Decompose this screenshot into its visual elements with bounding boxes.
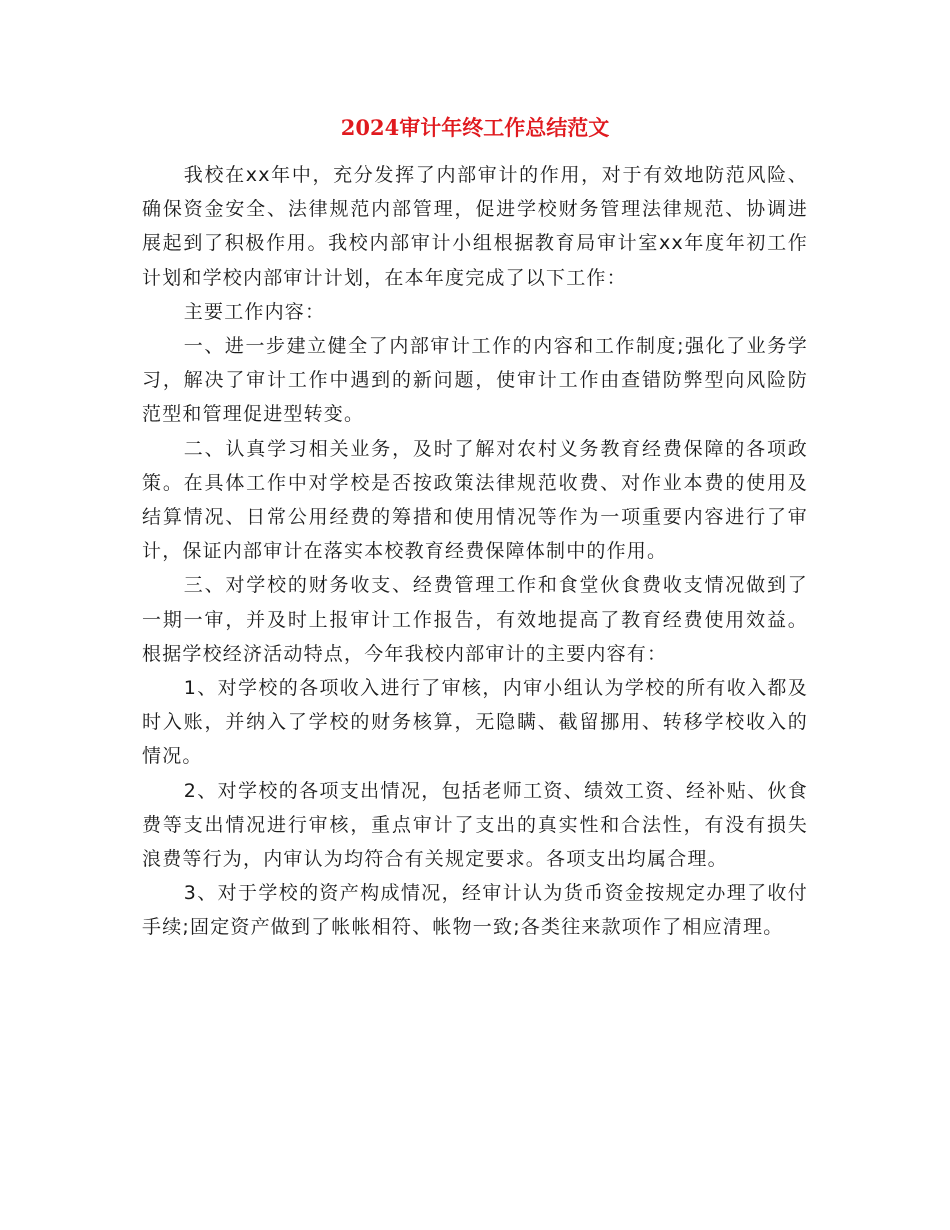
paragraph-section-3: 三、对学校的财务收支、经费管理工作和食堂伙食费收支情况做到了一期一审，并及时上报审计工作报告，有效地提高了教育经费使用效益。根据学校经济活动特点，今年我校内部审计的主要内容有： <box>142 574 808 665</box>
paragraph-item-1: 1、对学校的各项收入进行了审核，内审小组认为学校的所有收入都及时入账，并纳入了学校的财务核算，无隐瞒、截留挪用、转移学校收入的情况。 <box>142 677 808 768</box>
paragraph-section-1: 一、进一步建立健全了内部审计工作的内容和工作制度;强化了业务学习，解决了审计工作中遇到的新问题，使审计工作由查错防弊型向风险防范型和管理促进型转变。 <box>142 335 808 426</box>
paragraph-item-3: 3、对于学校的资产构成情况，经审计认为货币资金按规定办理了收付手续;固定资产做到了帐帐相符、帐物一致;各类往来款项作了相应清理。 <box>142 882 808 939</box>
document-body <box>142 158 808 945</box>
paragraph-section-2: 二、认真学习相关业务，及时了解对农村义务教育经费保障的各项政策。在具体工作中对学校是否按政策法律规范收费、对作业本费的使用及结算情况、日常公用经费的筹措和使用情况等作为一项重要内容进行了审计，保证内部审计在落实本校教育经费保障体制中的作用。 <box>142 437 808 563</box>
paragraph-intro: 我校在xx年中，充分发挥了内部审计的作用，对于有效地防范风险、确保资金安全、法律规范内部管理，促进学校财务管理法律规范、协调进展起到了积极作用。我校内部审计小组根据教育局审计室xx年度年初工作计划和学校内部审计计划，在本年度完成了以下工作： <box>142 164 808 289</box>
document-title: 2024审计年终工作总结范文 <box>340 115 610 140</box>
paragraph-item-2: 2、对学校的各项支出情况，包括老师工资、绩效工资、经补贴、伙食费等支出情况进行审核，重点审计了支出的真实性和合法性，有没有损失浪费等行为，内审认为均符合有关规定要求。各项支出均属合理。 <box>142 779 808 871</box>
paragraph-main-content-heading: 主要工作内容： <box>183 300 326 323</box>
